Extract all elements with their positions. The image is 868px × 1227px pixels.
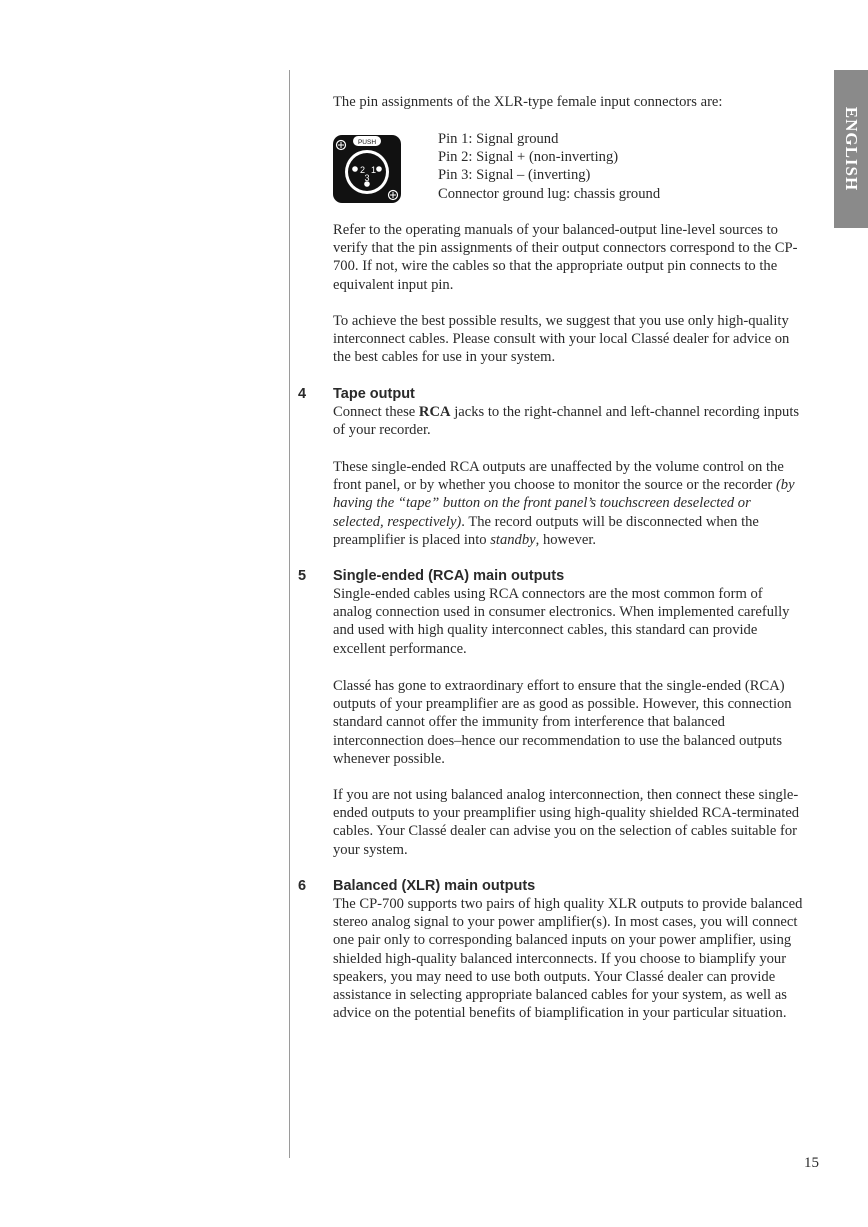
section-title-rca-outputs: Single-ended (RCA) main outputs (333, 568, 565, 584)
xlr-connector-icon (333, 135, 401, 203)
pin-item: Pin 1: Signal ground (438, 131, 559, 147)
language-tab (834, 70, 868, 228)
achieve-paragraph: To achieve the best possible results, we suggest that you use only high-quality interconnect cables. Please consult with your local Classé dealer for advice on the best cables for use in your system. (333, 313, 790, 366)
rca-paragraph-1: Single-ended cables using RCA connectors are the most common form of analog connection used in consumer electronics. When implemented carefully and used with high quality interconnect cables, this standard can provide excellent performance. (333, 586, 790, 657)
page-number: 15 (804, 1155, 819, 1171)
section-number: 5 (298, 568, 307, 584)
pin-assignment-list (438, 130, 660, 203)
pin-2-label: 2 (360, 165, 366, 175)
section-title-tape-output: Tape output (333, 386, 415, 402)
section-number: 6 (298, 878, 307, 894)
rca-paragraph-3: If you are not using balanced analog interconnection, then connect these single-ended outputs to your preamplifier using high-quality shielded RCA-terminated cables. Your Classé dealer can advise you on the selection of cables suitable for your system. (333, 787, 800, 858)
language-tab-label: ENGLISH (842, 106, 861, 192)
pin-1-label: 1 (371, 165, 377, 175)
section-title-xlr-outputs: Balanced (XLR) main outputs (333, 878, 536, 894)
tape-paragraph-1: Connect these RCA jacks to the right-channel and left-channel recording inputs of your recorder. (333, 404, 800, 439)
tape-paragraph-2: These single-ended RCA outputs are unaffected by the volume control on the front panel, or by whether you choose to monitor the source or the recorder (by having the “tape” button on the front panel’s touchscreen deselected or selected, respectively). The record outputs will be disconnected when the preamplifier is placed into standby, however. (333, 459, 795, 548)
push-label: PUSH (357, 139, 377, 146)
xlr-paragraph-1: The CP-700 supports two pairs of high quality XLR outputs to provide balanced stereo analog signal to your power amplifier(s). In most cases, you will connect one pair only to corresponding balanced inputs on your power amplifier, using shielded high-quality balanced interconnects. If you choose to biamplify your speakers, you may need to use both outputs. Your Classé dealer can provide assistance in selecting appropriate balanced cables for your system, as well as advice on the potential benefits of biamplification in your particular situation. (333, 896, 803, 1022)
section-number: 4 (298, 386, 307, 402)
pin-3-label: 3 (364, 173, 370, 183)
pin-item: Pin 3: Signal – (inverting) (438, 167, 591, 184)
rca-paragraph-2: Classé has gone to extraordinary effort to ensure that the single-ended (RCA) outputs of your preamplifier are as good as possible. However, this connection standard cannot offer the immunity from interference that balanced interconnection does–hence our recommendation to use the balanced outputs whenever possible. (333, 678, 792, 767)
pin-assignments-heading: The pin assignments of the XLR-type female input connectors are: (333, 94, 723, 110)
refer-paragraph: Refer to the operating manuals of your balanced-output line-level sources to verify that the pin assignments of their output connectors correspond to the CP-700. If not, wire the cables so that the appropriate output pin connects to the equivalent input pin. (333, 222, 798, 293)
pin-item: Pin 2: Signal + (non-inverting) (438, 149, 619, 166)
margin-rule (289, 70, 290, 1158)
pin-item: Connector ground lug: chassis ground (438, 185, 661, 202)
